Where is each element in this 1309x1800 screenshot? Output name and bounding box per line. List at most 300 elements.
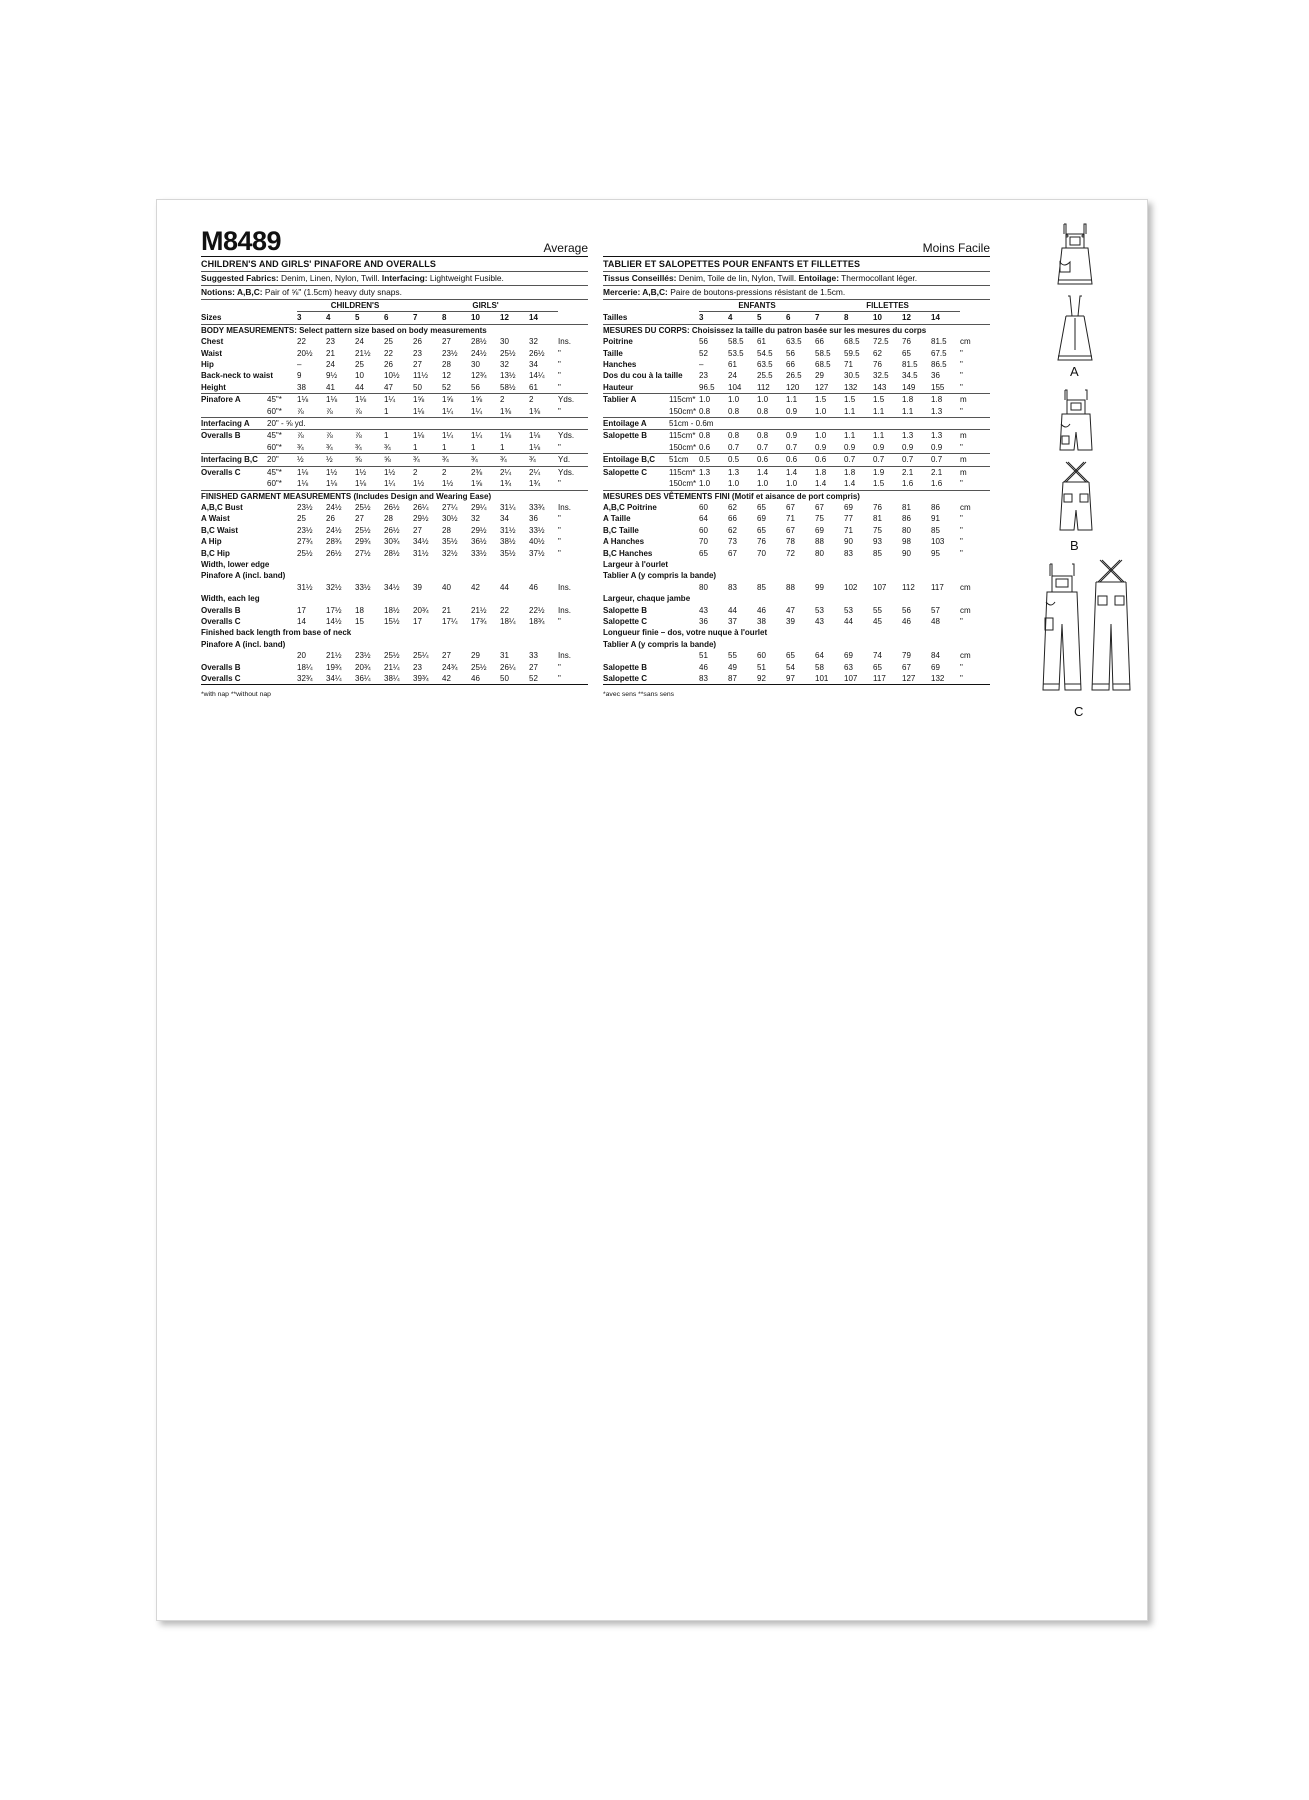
value-cell: 53 [844, 605, 853, 615]
value-cell: 26¼ [500, 662, 516, 672]
value-cell: 1.0 [699, 479, 711, 489]
value-cell: 1.3 [931, 406, 943, 416]
finished-subheading-row [603, 593, 990, 604]
yardage-row [201, 418, 588, 430]
value-cell: 85 [757, 582, 766, 592]
value-cell: 32 [500, 360, 509, 370]
value-cell: 26 [326, 514, 335, 524]
value-cell: 112 [902, 582, 915, 592]
finished-row [603, 525, 990, 536]
row-label: Overalls C [201, 466, 267, 478]
value-cell: 0.7 [902, 454, 931, 466]
value-cell: 1.0 [757, 479, 769, 489]
value-cell: 31½ [297, 582, 313, 592]
value-cell: 1¼ [384, 394, 413, 406]
value-cell: 56 [471, 382, 480, 392]
row-label [603, 650, 699, 661]
value-cell: 25½ [297, 548, 313, 558]
finished-row [603, 616, 990, 627]
value-cell: 72 [786, 548, 795, 558]
value-cell: 86 [931, 502, 940, 512]
yardage-row [603, 394, 990, 406]
row-label: Tablier A (y compris la bande) [603, 571, 717, 581]
value-cell: 57 [931, 605, 940, 615]
row-label [603, 442, 669, 454]
value-cell: 30 [500, 337, 509, 347]
value-cell: 36½ [471, 537, 487, 547]
pinafore-front-icon [1054, 222, 1096, 288]
value-cell: ⅞ [297, 430, 326, 442]
finished-row [201, 548, 588, 559]
value-cell: 21 [442, 605, 451, 615]
value-cell: 53 [815, 605, 824, 615]
value-cell: 2.1 [902, 466, 931, 478]
bottom-rule [201, 684, 588, 685]
unit-cell: " [960, 442, 963, 452]
value-cell: 1⅛ [355, 479, 367, 489]
value-cell: 64 [699, 514, 708, 524]
bottom-rule [603, 684, 990, 685]
body-row [201, 359, 588, 370]
value-cell: 2 [442, 466, 471, 478]
finished-row [603, 605, 990, 616]
value-cell: 70 [699, 537, 708, 547]
value-cell: 45 [873, 616, 882, 626]
value-cell: ⅞ [355, 406, 362, 416]
size-group-header [603, 300, 990, 312]
sizes-label: Tailles [603, 313, 628, 323]
value-cell: 25¼ [413, 651, 429, 661]
unit-cell: " [558, 548, 561, 558]
value-cell [413, 418, 442, 430]
value-cell: ⅝ [355, 454, 384, 466]
value-cell: 30½ [442, 514, 458, 524]
value-cell: 24 [728, 371, 737, 381]
value-cell [844, 418, 873, 430]
body-row [201, 370, 588, 381]
value-cell: 1.6 [931, 479, 943, 489]
value-cell: 1.4 [786, 466, 815, 478]
value-cell: 102 [844, 582, 858, 592]
value-cell: 93 [873, 537, 882, 547]
value-cell: 0.9 [786, 430, 815, 442]
fabric-width: 60"* [267, 442, 282, 452]
value-cell: 58.5 [728, 337, 744, 347]
pattern-sheet [156, 199, 1148, 1621]
value-cell: 60 [699, 502, 708, 512]
notions-line [201, 285, 588, 299]
value-cell: 1.1 [844, 430, 873, 442]
finished-heading-row [603, 490, 990, 502]
value-cell: 47 [384, 382, 393, 392]
fabric-width: 150cm* [669, 479, 697, 489]
finished-row [603, 502, 990, 513]
value-cell: 1.1 [873, 406, 885, 416]
value-cell: 0.8 [728, 430, 757, 442]
value-cell: 71 [844, 525, 853, 535]
value-cell: 26½ [529, 348, 545, 358]
value-cell: 117 [873, 674, 886, 683]
value-cell: 1.9 [873, 466, 902, 478]
view-label-c: C [1074, 704, 1084, 719]
fabric-width: 51cm [669, 454, 699, 466]
body-row [603, 359, 990, 370]
value-cell: 12¾ [471, 371, 487, 381]
header [603, 225, 990, 255]
value-cell: 1⅛ [326, 394, 355, 406]
value-cell: 1.8 [902, 394, 931, 406]
value-cell: 1.0 [786, 479, 798, 489]
value-cell: 17 [413, 616, 422, 626]
value-cell: 24½ [326, 525, 342, 535]
finished-subheading-row [201, 639, 588, 650]
row-label: Largeur à l'ourlet [603, 559, 669, 569]
finished-row [201, 513, 588, 524]
value-cell: 44 [728, 605, 737, 615]
value-cell: 24 [326, 360, 335, 370]
value-cell: 27 [442, 651, 451, 661]
value-cell: 61 [757, 337, 766, 347]
value-cell: 76 [757, 537, 766, 547]
finished-row [201, 536, 588, 547]
value-cell: 67 [786, 525, 795, 535]
unit-cell: " [558, 616, 561, 626]
value-cell: 1.0 [699, 394, 728, 406]
row-label: Pinafore A (incl. band) [201, 571, 286, 581]
unit-cell: cm [960, 582, 971, 592]
value-cell: 27 [413, 360, 422, 370]
value-cell: 0.9 [786, 406, 798, 416]
unit-cell: " [558, 479, 561, 489]
unit-cell: " [960, 514, 963, 524]
value-cell: 27 [413, 525, 422, 535]
row-label: Salopette C [603, 466, 669, 478]
value-cell: 63 [844, 662, 853, 672]
row-label: A Hanches [603, 537, 645, 547]
row-label: Salopette C [603, 674, 648, 683]
value-cell: 0.9 [815, 442, 827, 452]
finished-row [603, 662, 990, 673]
value-cell: 23 [413, 348, 422, 358]
value-cell: 81 [902, 502, 911, 512]
value-cell: 92 [757, 674, 766, 683]
unit-cell: " [960, 662, 963, 672]
row-label: A,B,C Poitrine [603, 502, 657, 512]
interfacing-text: Lightweight Fusible. [429, 273, 504, 283]
value-cell: 19¾ [326, 662, 342, 672]
value-cell: 28¾ [326, 537, 342, 547]
value-cell: 10½ [384, 371, 400, 381]
row-label: Overalls C [201, 616, 241, 626]
finished-heading: MESURES DES VÊTEMENTS FINI (Motif et aisance de port compris) [603, 490, 990, 502]
value-cell: 61 [728, 360, 737, 370]
value-cell: 67 [786, 502, 795, 512]
value-cell: 55 [728, 651, 737, 661]
value-cell: 52 [442, 382, 451, 392]
value-cell: ⅞ [326, 406, 333, 416]
value-cell: 1¼ [471, 406, 483, 416]
interfacing-label: Entoilage: [798, 273, 839, 283]
value-cell: 39 [413, 582, 422, 592]
value-cell: 15½ [384, 616, 400, 626]
value-cell: 73 [728, 537, 737, 547]
value-cell: 25 [384, 337, 393, 347]
value-cell: 149 [902, 382, 916, 392]
body-heading-row [201, 324, 588, 336]
value-cell: 12 [442, 371, 451, 381]
value-cell: 23½ [297, 525, 313, 535]
value-cell: 43 [815, 616, 824, 626]
value-cell: 52 [699, 348, 708, 358]
value-cell: ¾ [384, 442, 391, 452]
unit-cell: m [960, 394, 990, 406]
value-cell: 1⅛ [355, 394, 384, 406]
value-cell: 23 [326, 337, 335, 347]
footnote: *with nap **without nap [201, 691, 271, 699]
value-cell: 62 [873, 348, 882, 358]
value-cell: 0.6 [699, 442, 711, 452]
value-cell: 0.8 [757, 406, 769, 416]
value-cell: ¾ [413, 454, 442, 466]
finished-subheading-row [201, 627, 588, 638]
group-childrens: ENFANTS [699, 300, 815, 312]
size-cell: 4 [326, 313, 331, 323]
fabric-width: 60"* [267, 406, 282, 416]
size-cell: 10 [873, 313, 882, 323]
value-cell: 39 [786, 616, 795, 626]
value-cell: 30.5 [844, 371, 860, 381]
value-cell [471, 418, 500, 430]
value-cell: 36 [931, 371, 940, 381]
unit-cell: " [960, 548, 963, 558]
value-cell: 1¼ [442, 406, 454, 416]
value-cell: 40½ [529, 537, 545, 547]
value-cell: ¾ [471, 454, 500, 466]
unit-cell: Ins. [558, 502, 571, 512]
value-cell: 51 [699, 651, 708, 661]
value-cell: 20¾ [413, 605, 429, 615]
value-cell: 0.7 [844, 454, 873, 466]
fabrics-text: Denim, Toile de lin, Nylon, Twill. [678, 273, 797, 283]
finished-row [201, 525, 588, 536]
fabric-width: 20" - ⅝ yd. [267, 419, 306, 429]
value-cell: 76 [902, 337, 911, 347]
value-cell: 74 [873, 651, 882, 661]
finished-row [603, 673, 990, 684]
unit-cell: " [960, 525, 963, 535]
value-cell: 53.5 [728, 348, 744, 358]
finished-subheading-row [603, 639, 990, 650]
value-cell: 1.8 [815, 466, 844, 478]
row-label [603, 478, 669, 490]
row-label: Width, each leg [201, 594, 260, 604]
sizes-label: Sizes [201, 313, 222, 323]
finished-subheading-row [201, 593, 588, 604]
value-cell: 0.7 [931, 454, 960, 466]
sizes-row [603, 312, 990, 324]
row-label: Overalls C [201, 674, 241, 683]
value-cell: 48 [931, 616, 940, 626]
notions-line [603, 285, 990, 299]
row-label: Longueur finie – dos, votre nuque à l'ourlet [603, 628, 768, 638]
value-cell: 68.5 [815, 360, 831, 370]
value-cell: 23 [413, 662, 422, 672]
value-cell: ½ [297, 454, 326, 466]
value-cell: 37 [728, 616, 737, 626]
value-cell: 81.5 [902, 360, 918, 370]
value-cell: 68.5 [844, 337, 860, 347]
value-cell [728, 418, 757, 430]
value-cell: 25½ [471, 662, 487, 672]
value-cell: 81 [873, 514, 882, 524]
value-cell: 23½ [442, 348, 458, 358]
size-cell: 14 [529, 313, 538, 323]
value-cell: 36 [699, 616, 708, 626]
value-cell: 132 [931, 674, 945, 683]
unit-cell: " [558, 514, 561, 524]
value-cell: 85 [931, 525, 940, 535]
body-heading-row [603, 324, 990, 336]
value-cell: 41 [326, 382, 335, 392]
value-cell: 27 [529, 662, 538, 672]
value-cell: 71 [786, 514, 795, 524]
value-cell: 1⅛ [297, 394, 326, 406]
value-cell: 25½ [500, 348, 516, 358]
value-cell: 1.1 [786, 394, 815, 406]
value-cell: 33½ [529, 525, 545, 535]
value-cell: 34.5 [902, 371, 918, 381]
value-cell: 56 [699, 337, 708, 347]
value-cell: 83 [699, 674, 708, 683]
value-cell: 31 [500, 651, 509, 661]
finished-heading: FINISHED GARMENT MEASUREMENTS (Includes Design and Wearing Ease) [201, 490, 588, 502]
value-cell: 43 [699, 605, 708, 615]
size-cell: 14 [931, 313, 940, 323]
size-cell: 5 [355, 313, 360, 323]
notions-label: Notions: A,B,C: [201, 287, 263, 297]
unit-cell: " [960, 406, 963, 416]
value-cell: 76 [873, 360, 882, 370]
row-label: Height [201, 382, 226, 392]
value-cell: 1½ [413, 479, 425, 489]
value-cell: 23½ [355, 651, 371, 661]
value-cell: 32½ [442, 548, 458, 558]
value-cell: 34½ [384, 582, 400, 592]
fabric-width: 115cm* [669, 466, 699, 478]
row-label: Entoilage A [603, 418, 669, 430]
value-cell: 18¼ [297, 662, 313, 672]
value-cell: ⅞ [297, 406, 304, 416]
row-label: Entoilage B,C [603, 454, 669, 466]
value-cell: 26¼ [413, 502, 429, 512]
value-cell: 26½ [326, 548, 342, 558]
row-label: Salopette C [603, 616, 648, 626]
value-cell: 18¼ [500, 616, 516, 626]
value-cell: 44 [500, 582, 509, 592]
fabric-width: 150cm* [669, 442, 697, 452]
value-cell [902, 418, 931, 430]
yardage-row [603, 430, 990, 442]
view-label-a: A [1070, 364, 1079, 379]
value-cell: 1.4 [844, 479, 856, 489]
value-cell: 47 [786, 605, 795, 615]
body-row [201, 336, 588, 347]
value-cell: 1 [413, 442, 418, 452]
value-cell: 26.5 [786, 371, 802, 381]
value-cell: 1½ [442, 479, 454, 489]
value-cell: 17½ [326, 605, 342, 615]
value-cell: 27 [442, 337, 451, 347]
value-cell: 20½ [297, 348, 313, 358]
value-cell: 40 [442, 582, 451, 592]
value-cell: 37½ [529, 548, 545, 558]
row-label: Finished back length from base of neck [201, 628, 352, 638]
value-cell: 67.5 [931, 348, 947, 358]
value-cell: 23 [699, 371, 708, 381]
value-cell: 46 [902, 616, 911, 626]
value-cell: 0.7 [728, 442, 740, 452]
value-cell: 55 [873, 605, 882, 615]
finished-row [603, 536, 990, 547]
value-cell: 1¾ [529, 479, 541, 489]
value-cell: 58½ [500, 382, 516, 392]
unit-cell: Ins. [558, 582, 571, 592]
value-cell: – [297, 360, 302, 370]
value-cell: 86.5 [931, 360, 947, 370]
value-cell: 132 [844, 382, 858, 392]
value-cell: 32 [529, 337, 538, 347]
value-cell: 85 [873, 548, 882, 558]
unit-cell: " [558, 662, 561, 672]
value-cell: 29¼ [471, 502, 487, 512]
pattern-title: TABLIER ET SALOPETTES POUR ENFANTS ET FILLETTES [603, 256, 990, 271]
value-cell: 0.8 [757, 430, 786, 442]
value-cell: 1⅜ [529, 406, 541, 416]
yardage-row [603, 418, 990, 430]
value-cell: 1⅝ [442, 394, 471, 406]
value-cell: 21¼ [384, 662, 400, 672]
value-cell: 59.5 [844, 348, 860, 358]
row-label: B,C Waist [201, 525, 239, 535]
unit-cell: " [558, 442, 561, 452]
unit-cell: Ins. [558, 605, 571, 615]
value-cell [931, 418, 960, 430]
size-cell: 8 [442, 313, 447, 323]
fabrics-label: Tissus Conseillés: [603, 273, 677, 283]
unit-cell: " [558, 371, 561, 381]
value-cell: 75 [815, 514, 824, 524]
yardage-row [603, 442, 990, 454]
body-row [603, 382, 990, 394]
value-cell: 0.9 [902, 442, 914, 452]
value-cell: 1¼ [442, 430, 471, 442]
value-cell: 120 [786, 382, 800, 392]
value-cell: 25½ [355, 502, 371, 512]
value-cell: 1 [442, 442, 447, 452]
overalls-long-back-icon [1088, 558, 1134, 694]
value-cell: 1¼ [384, 479, 396, 489]
value-cell: 21½ [355, 348, 371, 358]
value-cell: 34¼ [326, 674, 342, 683]
value-cell: 96.5 [699, 382, 715, 392]
finished-row [201, 582, 588, 593]
value-cell: 46 [757, 605, 766, 615]
finished-row [603, 548, 990, 559]
value-cell: 14 [297, 616, 306, 626]
value-cell: 34 [529, 360, 538, 370]
finished-heading-row [201, 490, 588, 502]
value-cell: 29 [815, 371, 824, 381]
